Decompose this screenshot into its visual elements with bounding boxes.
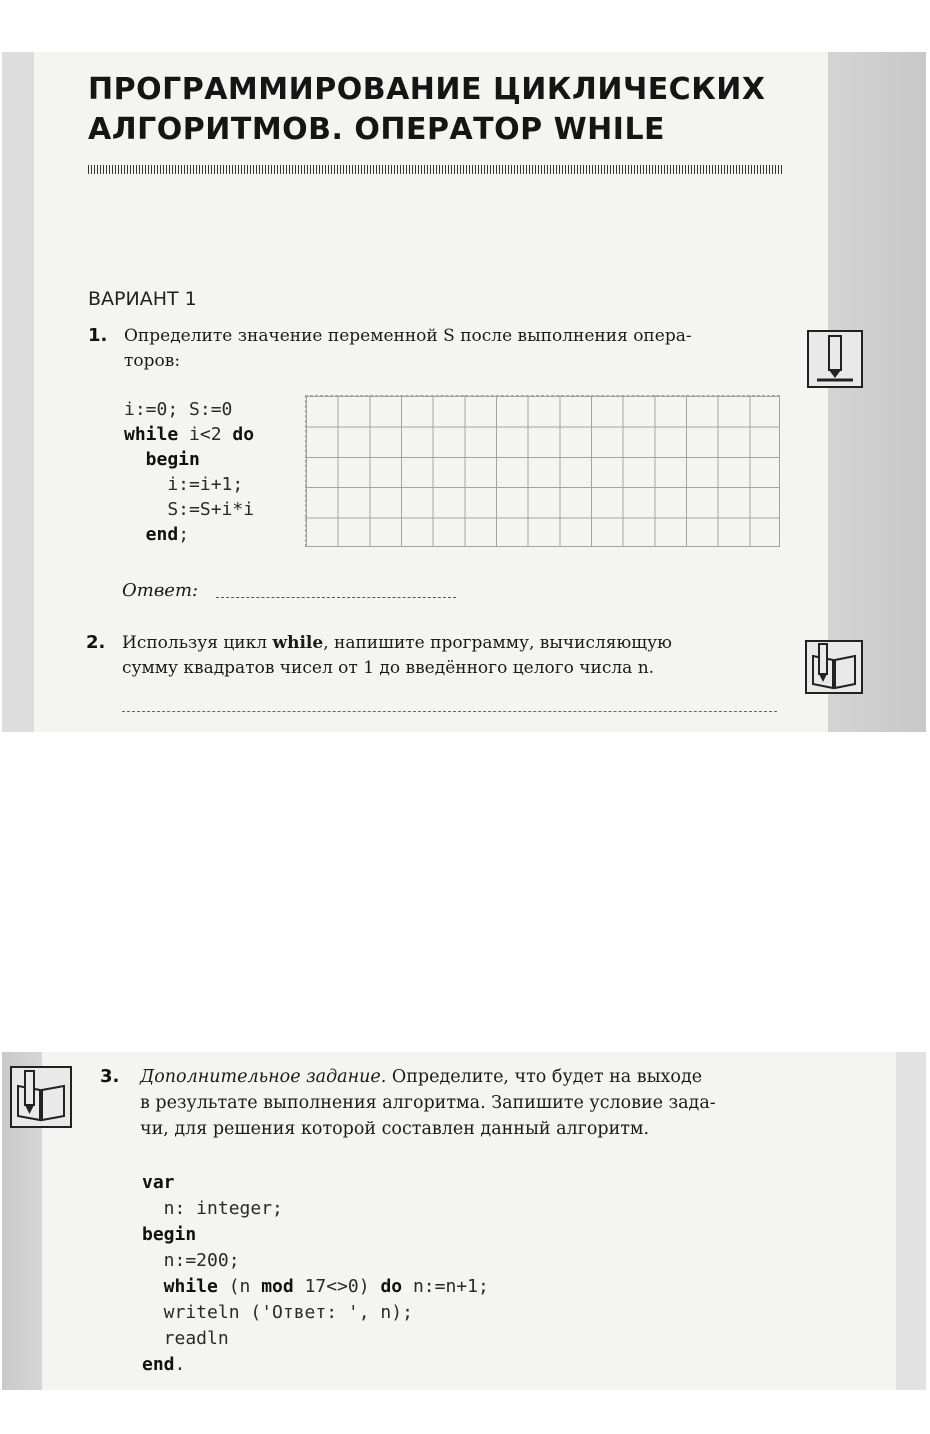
draft-grid[interactable] bbox=[305, 395, 780, 547]
task-3-label: Дополнительное задание. bbox=[140, 1067, 387, 1087]
task-1-text-line-2: торов: bbox=[124, 351, 181, 371]
page-title bbox=[88, 70, 765, 150]
worksheet-page-top bbox=[2, 52, 926, 732]
code-line: while (n mod 17<>0) do n:=n+1; bbox=[142, 1276, 489, 1297]
task-3-text-line-3: чи, для решения которой составлен данный алгоритм. bbox=[140, 1119, 650, 1139]
title-divider bbox=[88, 165, 782, 174]
code-line: begin bbox=[142, 1224, 197, 1245]
code-line: n:=200; bbox=[142, 1250, 240, 1271]
task-3-number: 3. bbox=[100, 1066, 120, 1087]
keyword-while: while bbox=[272, 633, 324, 653]
title-line-2: АЛГОРИТМОВ. ОПЕРАТОР WHILE bbox=[88, 112, 666, 147]
task-2-text: Используя цикл while, напишите программу, вычисляющую сумму квадратов чисел от 1 до введённого целого числа n. bbox=[122, 633, 672, 678]
task-3-text: Дополнительное задание. Определите, что будет на выходе в результате выполнения алгоритма. Запишите условие зада- чи, для решения которой составлен данный алгоритм. bbox=[140, 1067, 716, 1139]
code-line: end. bbox=[142, 1354, 186, 1375]
task-1-text-line-1: Определите значение переменной S после выполнения опера- bbox=[124, 326, 692, 346]
task-1-number: 1. bbox=[88, 325, 108, 346]
code-line: S:=S+i*i bbox=[124, 499, 255, 520]
worksheet-page-bottom bbox=[2, 1052, 926, 1390]
answer-field[interactable] bbox=[216, 597, 456, 598]
title-line-1: ПРОГРАММИРОВАНИЕ ЦИКЛИЧЕСКИХ bbox=[88, 72, 766, 107]
task-2-number: 2. bbox=[86, 632, 106, 653]
code-line: i:=0; S:=0 bbox=[124, 399, 233, 420]
page-margin-right bbox=[828, 52, 926, 732]
solution-line[interactable] bbox=[122, 711, 777, 712]
task-3-code bbox=[142, 1170, 489, 1378]
code-line: var bbox=[142, 1172, 175, 1193]
task-1-text bbox=[124, 324, 778, 374]
answer-label: Ответ: bbox=[122, 580, 199, 601]
task-1-code bbox=[124, 397, 254, 547]
code-line: n: integer; bbox=[142, 1198, 283, 1219]
pencil-book-icon bbox=[10, 1066, 72, 1128]
task-3-text-line-2: в результате выполнения алгоритма. Запишите условие зада- bbox=[140, 1093, 716, 1113]
variant-heading: ВАРИАНТ 1 bbox=[88, 288, 197, 310]
code-line: end; bbox=[124, 524, 190, 545]
code-line: while i<2 do bbox=[124, 424, 255, 445]
pencil-icon bbox=[807, 330, 863, 388]
code-line: i:=i+1; bbox=[124, 474, 244, 495]
page-margin-left bbox=[2, 52, 34, 732]
code-line: writeln ('Ответ: ', n); bbox=[142, 1302, 413, 1323]
code-line: readln bbox=[142, 1328, 229, 1349]
code-line: begin bbox=[124, 449, 200, 470]
page-margin-right bbox=[896, 1052, 926, 1390]
task-2-text-line-2: сумму квадратов чисел от 1 до введённого целого числа n. bbox=[122, 658, 655, 678]
pencil-book-icon bbox=[805, 640, 863, 694]
